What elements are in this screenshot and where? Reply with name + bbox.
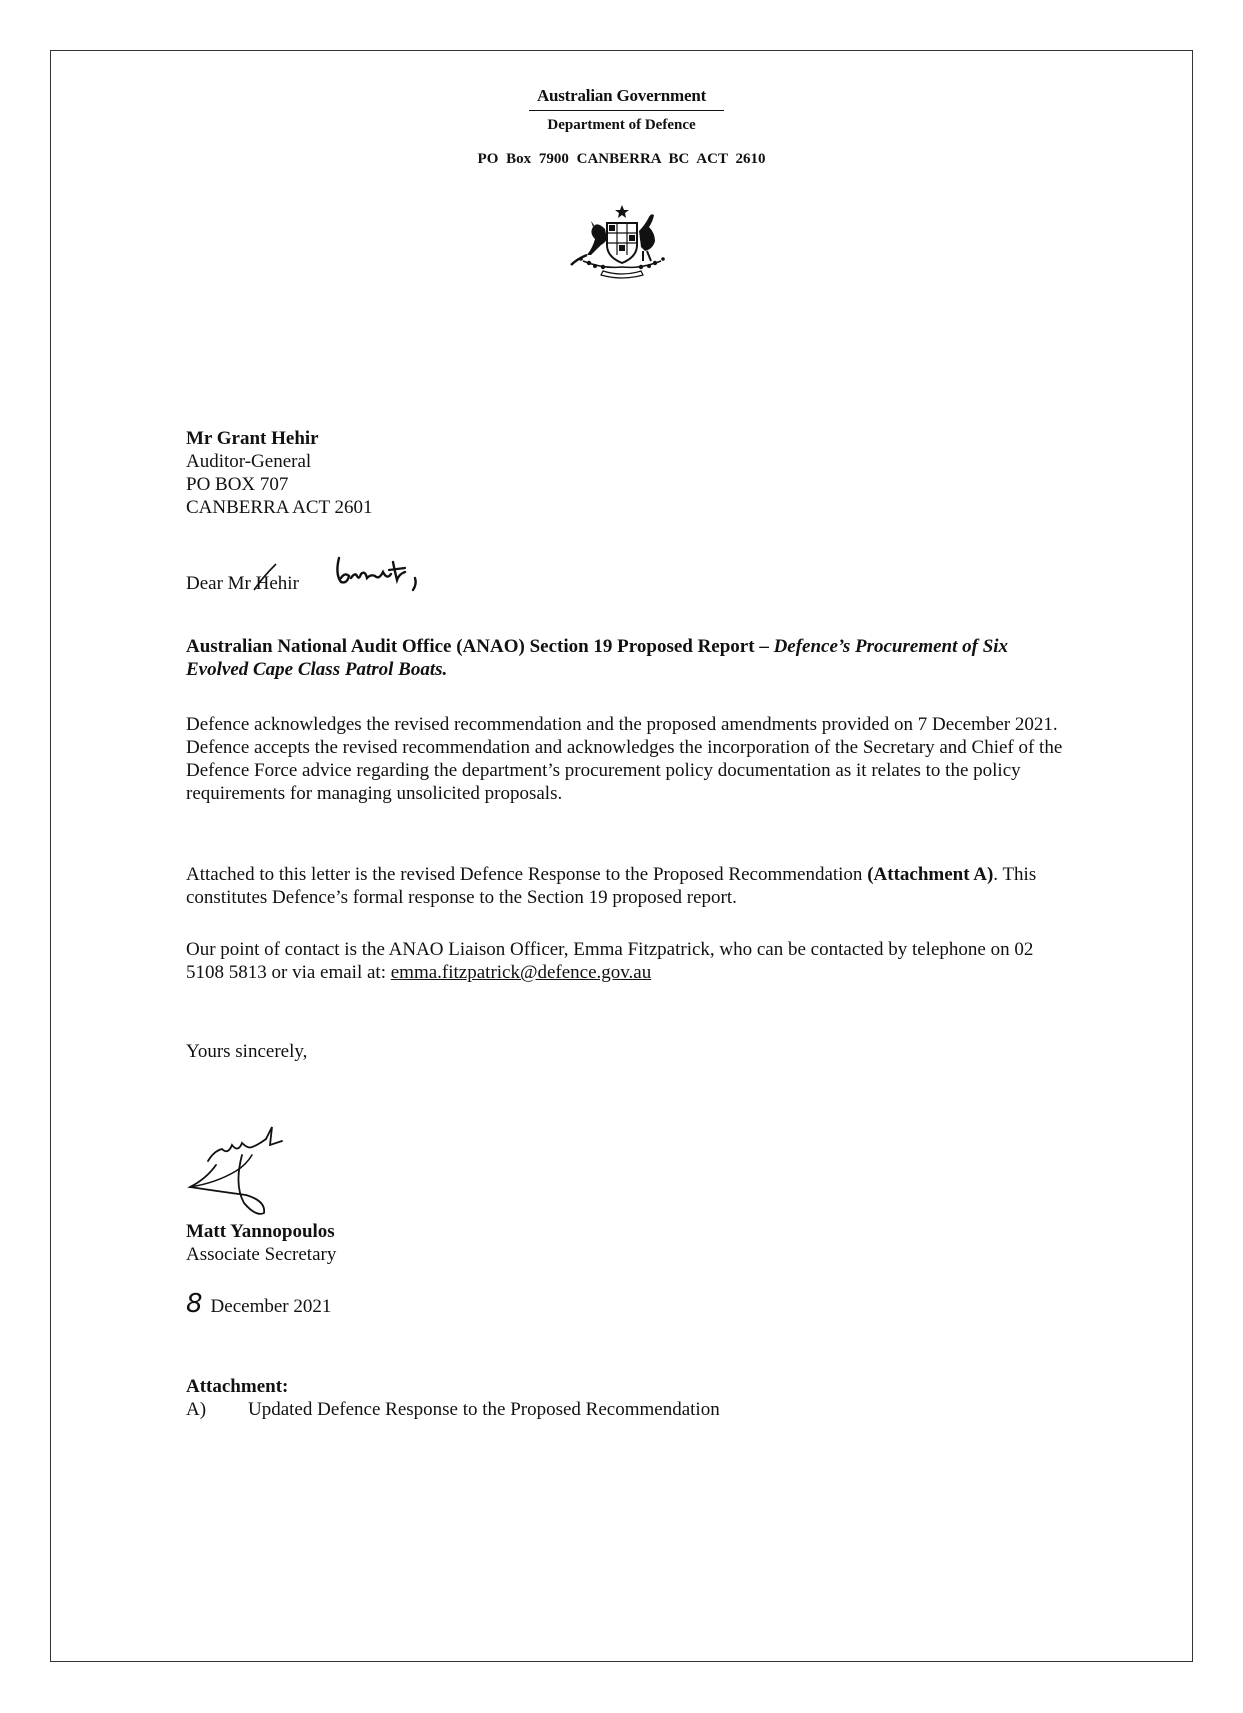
recipient-po-box: PO BOX 707 <box>186 474 289 495</box>
attachment-item <box>186 1398 886 1421</box>
attachment-reference: (Attachment A) <box>867 864 994 885</box>
handwritten-first-name <box>333 550 433 594</box>
body-paragraph-2 <box>186 863 1066 909</box>
letterhead-rule <box>529 110 724 111</box>
salutation <box>186 572 686 612</box>
attachment-item-marker: A) <box>186 1399 207 1420</box>
letterhead <box>0 203 1243 279</box>
attachment-heading: Attachment: <box>186 1376 289 1397</box>
letter-subject <box>186 635 1056 681</box>
attachment-item-text: Updated Defence Response to the Proposed Recommendation <box>248 1399 720 1420</box>
date-month-year: December 2021 <box>210 1296 332 1317</box>
paragraph-2-start: Attached to this letter is the revised Defence Response to the Proposed Recommendation <box>186 864 868 885</box>
struck-surname: Hehir <box>255 573 299 594</box>
signatory <box>186 1220 586 1266</box>
department-name: Department of Defence <box>547 117 696 133</box>
handwritten-signature-icon <box>186 1125 316 1217</box>
signature-block <box>186 1125 486 1215</box>
paragraph-3-start: Our point of contact is the ANAO Liaison Officer, Emma Fitzpatrick, who can be contacted by telephone on 02 5108 5813 or via email at: <box>186 939 1034 983</box>
subject-report-title: Defence’s Procurement of Six Evolved Cape Class Patrol Boats. <box>186 636 1009 680</box>
subject-plain: Australian National Audit Office (ANAO) Section 19 Proposed Report – <box>186 636 774 657</box>
body-paragraph-3 <box>186 938 1066 984</box>
closing: Yours sincerely, <box>186 1041 308 1062</box>
government-name: Australian Government <box>536 86 707 105</box>
recipient-title: Auditor-General <box>186 451 312 472</box>
strike-through-mark <box>252 562 278 592</box>
body-paragraph-1: Defence acknowledges the revised recommendation and the proposed amendments provided on 7 December 2021. Defence accepts the revised recommendation and acknowledges the incorporation of the Secretary and Chief of the Defence Force advice regarding the department’s procurement policy documentation as it relates to the policy requirements for managing unsolicited proposals. <box>186 714 1063 804</box>
signatory-name: Matt Yannopoulos <box>186 1221 335 1242</box>
salutation-struck-name <box>256 572 299 595</box>
salutation-prefix: Dear Mr <box>186 573 251 594</box>
paragraph-2-end: . This constitutes Defence’s formal response to the Section 19 proposed report. <box>186 864 1037 908</box>
letter-date <box>186 1289 586 1319</box>
contact-email-link[interactable]: emma.fitzpatrick@defence.gov.au <box>390 962 652 983</box>
recipient-city: CANBERRA ACT 2601 <box>186 497 373 518</box>
recipient-address <box>186 427 686 519</box>
recipient-name: Mr Grant Hehir <box>186 428 319 449</box>
signatory-title: Associate Secretary <box>186 1244 337 1265</box>
sender-address: PO Box 7900 CANBERRA BC ACT 2610 <box>477 151 766 167</box>
coat-of-arms-icon <box>563 203 681 279</box>
attachment-section <box>186 1375 886 1421</box>
handwritten-day: 8 <box>186 1289 203 1319</box>
